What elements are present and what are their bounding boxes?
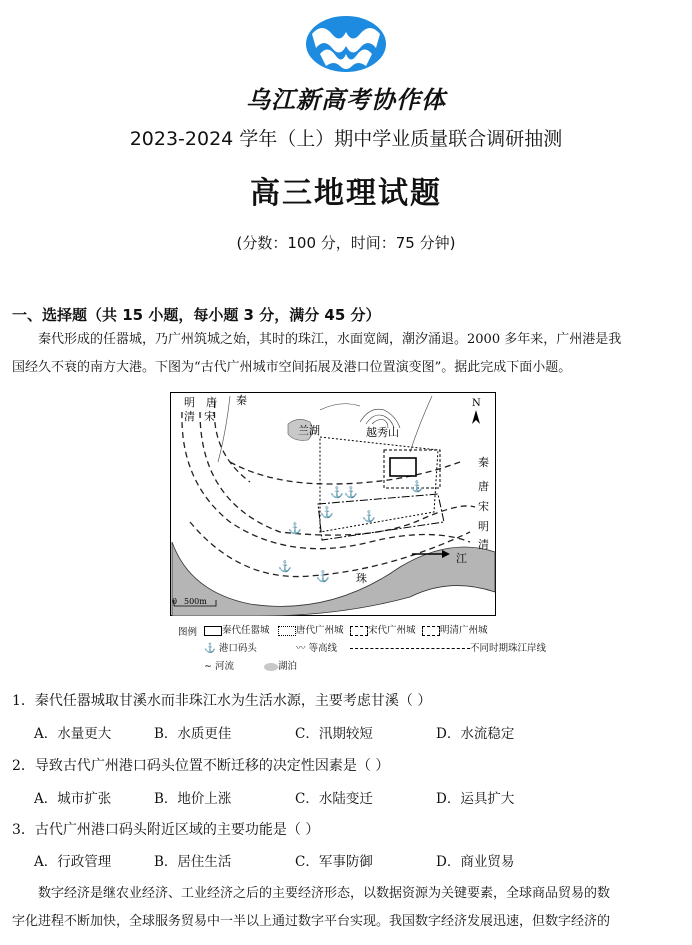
lake-icon (264, 663, 278, 671)
intro-passage-2 (12, 880, 678, 936)
legend-title: 图例 (178, 627, 198, 638)
q1-option-d[interactable]: D．水流稳定 (436, 726, 515, 742)
map-legend (178, 620, 547, 676)
q2-option-d[interactable]: D．运具扩大 (436, 791, 515, 807)
legend-ming-swatch (422, 626, 440, 636)
label-river-jiang: 江 (456, 552, 467, 565)
legend-river (204, 658, 234, 672)
q1-option-c[interactable]: C．汛期较短 (295, 726, 373, 742)
label-right-qin: 秦 (478, 456, 489, 469)
q1-option-a[interactable]: A．水量更大 (34, 726, 112, 742)
label-river-zhu: 珠 (356, 572, 367, 585)
contour-icon: 〰 (296, 643, 309, 654)
question-2-stem: 2．导致古代广州港口码头位置不断迁移的决定性因素是（ ） (12, 758, 390, 774)
label-qin: 秦 (236, 394, 247, 407)
svg-text:⚓: ⚓ (410, 480, 424, 493)
intro-passage-1 (12, 326, 678, 382)
legend-shoreline (350, 640, 546, 654)
logo-wordmark: 乌江新高考协作体 (246, 86, 446, 114)
intro1-line1: 秦代形成的任嚣城，乃广州筑城之始，其时的珠江，水面宽阔，潮汐涌退。2000 多年来，广州港是我 (38, 332, 622, 347)
q2-option-c[interactable]: C．水陆变迁 (295, 791, 373, 807)
label-ming: 明 (184, 396, 195, 409)
q3-option-c[interactable]: C．军事防御 (295, 854, 373, 870)
legend-ming-label: 明清广州城 (440, 625, 488, 636)
svg-text:⚓: ⚓ (278, 560, 292, 573)
question-1-stem: 1．秦代任嚣城取甘溪水而非珠江水为生活水源，主要考虑甘溪（ ） (12, 693, 432, 709)
legend-contour-label: 等高线 (308, 643, 338, 654)
svg-text:⚓: ⚓ (362, 510, 376, 523)
exam-session-line: 2023-2024 学年（上）期中学业质量联合调研抽测 (129, 128, 563, 150)
q2-option-a[interactable]: A．城市扩张 (34, 791, 112, 807)
anchor-icon: ⚓ (204, 643, 219, 654)
page-title: 高三地理试题 (250, 176, 442, 211)
logo-icon (302, 14, 390, 78)
label-right-tang: 唐 (478, 480, 489, 493)
label-right-song: 宋 (478, 500, 489, 513)
svg-text:⚓: ⚓ (288, 522, 302, 535)
river-icon: ∼ (204, 661, 215, 672)
svg-text:⚓: ⚓ (316, 570, 330, 583)
label-qing: 清 (184, 410, 195, 423)
q1-option-b[interactable]: B．水质更佳 (154, 726, 232, 742)
svg-text:⚓: ⚓ (330, 486, 344, 499)
legend-song-label: 宋代广州城 (368, 625, 416, 636)
legend-tang-swatch (278, 626, 296, 636)
label-lanhu: 兰湖 (298, 424, 320, 437)
label-tang: 唐 (206, 396, 217, 409)
label-yuexiushan: 越秀山 (366, 426, 399, 439)
legend-qin-city (204, 622, 270, 636)
label-right-qing: 清 (478, 538, 489, 551)
q3-option-b[interactable]: B．居住生活 (154, 854, 232, 870)
label-north: N (472, 398, 481, 409)
legend-ming-city (422, 622, 488, 636)
svg-text:⚓: ⚓ (344, 486, 358, 499)
legend-port-label: 港口码头 (218, 643, 257, 654)
intro1-line2: 国经久不衰的南方大港。下图为“古代广州城市空间拓展及港口位置演变图”。据此完成下面小题。 (12, 360, 572, 375)
legend-shoreline-label: 不同时期珠江岸线 (470, 643, 547, 654)
score-time-line: (分数：100 分，时间：75 分钟) (236, 234, 456, 252)
legend-tang-label: 唐代广州城 (296, 625, 344, 636)
q3-option-a[interactable]: A．行政管理 (34, 854, 112, 870)
legend-song-swatch (350, 626, 368, 636)
question-3-stem: 3．古代广州港口码头附近区域的主要功能是（ ） (12, 822, 320, 838)
section-heading: 一、选择题（共 15 小题，每小题 3 分，满分 45 分） (12, 306, 381, 324)
label-song: 宋 (204, 410, 215, 423)
guangzhou-map-figure (170, 392, 496, 616)
label-scale-500: 500m (184, 597, 207, 606)
legend-river-label: 河流 (214, 661, 234, 672)
label-right-ming: 明 (478, 520, 489, 533)
legend-port (204, 640, 257, 654)
legend-qin-swatch (204, 626, 222, 636)
legend-lake-label: 湖泊 (278, 661, 298, 672)
q3-option-d[interactable]: D．商业贸易 (436, 854, 515, 870)
legend-song-city (350, 622, 416, 636)
legend-contour (296, 640, 337, 654)
legend-qin-label: 秦代任嚣城 (222, 625, 270, 636)
legend-tang-city (278, 622, 344, 636)
legend-lake (264, 658, 297, 672)
intro2-line1: 数字经济是继农业经济、工业经济之后的主要经济形态，以数据资源为关键要素，全球商品贸易的数 (38, 886, 611, 901)
label-scale-0: 0 (172, 597, 178, 606)
q2-option-b[interactable]: B．地价上涨 (154, 791, 232, 807)
svg-text:⚓: ⚓ (320, 506, 334, 519)
legend-shoreline-swatch (350, 648, 470, 649)
intro2-line2: 字化进程不断加快，全球服务贸易中一半以上通过数字平台实现。我国数字经济发展迅速，但数字经济的 (12, 914, 611, 929)
